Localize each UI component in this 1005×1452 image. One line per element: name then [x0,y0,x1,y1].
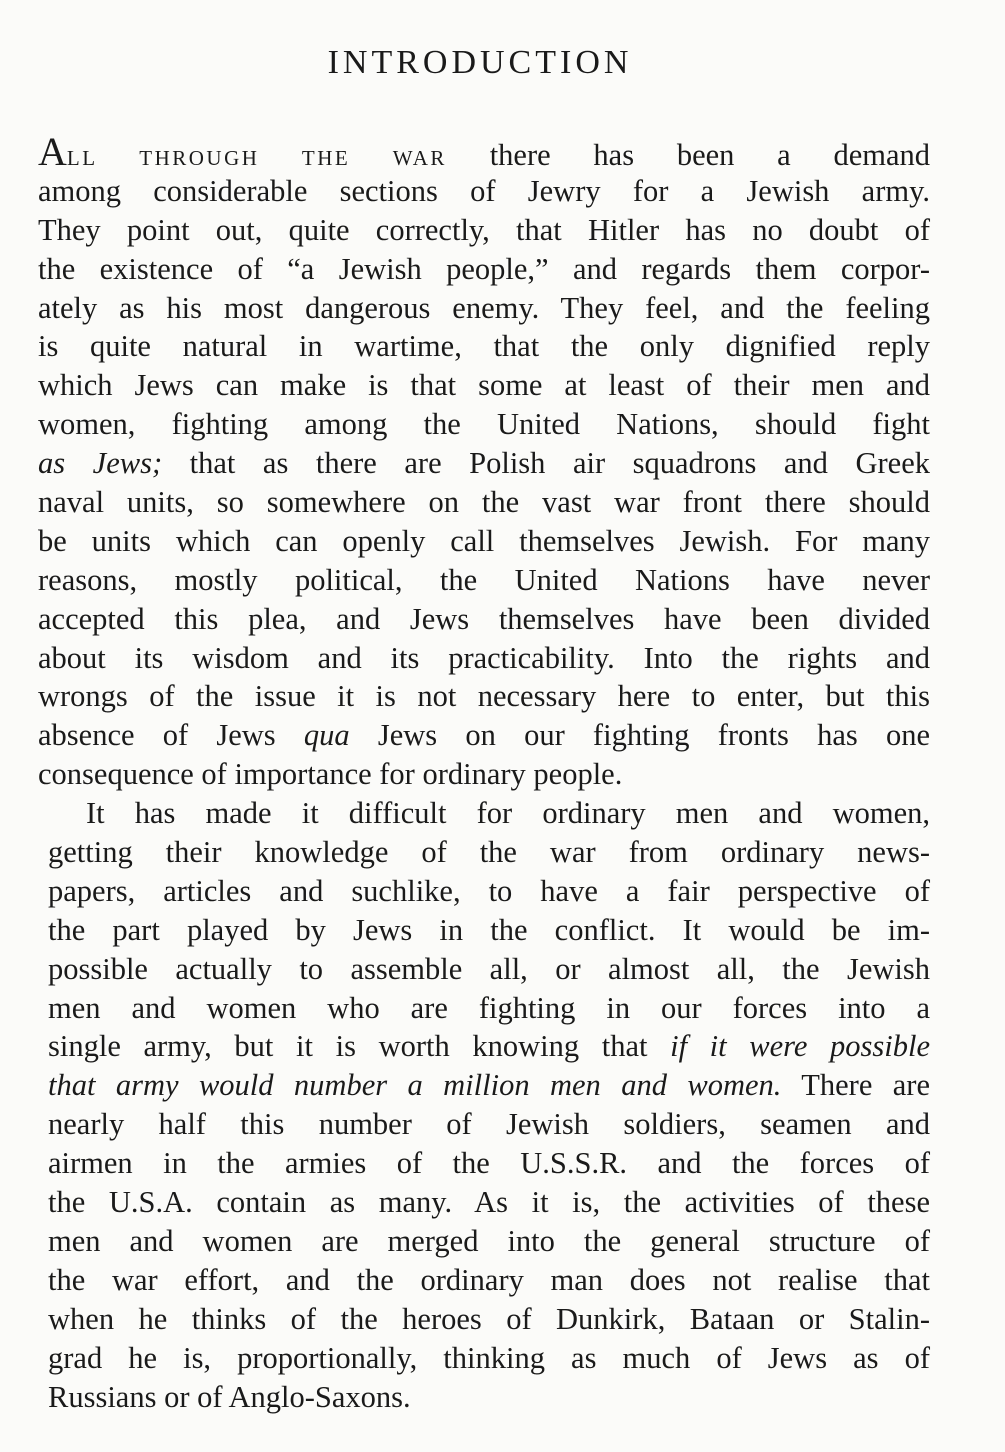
text-line: accepted this plea, and Jews themselves have been divided [38,601,930,636]
text-line: consequence of importance for ordinary people. [38,757,623,792]
text-line: grad he is, proportionally, thinking as much of Jews as of [48,1340,930,1375]
paragraph-2 [48,794,930,1416]
text-line: women, fighting among the United Nations, should fight [38,407,930,442]
italic-text: if it were possible [670,1029,930,1064]
text-line: the war effort, and the ordinary man does not realise that [48,1262,930,1297]
text-line: ately as his most dangerous enemy. They feel, and the feeling [38,290,930,325]
text-line: possible actually to assemble all, or almost all, the Jewish [48,951,930,986]
text-line: that army would number a million men and women. There are [48,1068,930,1103]
italic-text: that army would number a million men and women. [48,1068,782,1103]
italic-text: qua [303,718,350,753]
text-line: which Jews can make is that some at least of their men and [38,368,930,403]
text-line: getting their knowledge of the war from ordinary news- [48,835,930,870]
text-line: papers, articles and suchlike, to have a fair perspective of [48,873,930,908]
text-line: nearly half this number of Jewish soldiers, seamen and [48,1107,930,1142]
text-line: the part played by Jews in the conflict. It would be im- [48,912,930,947]
page-title: INTRODUCTION [327,44,633,81]
text-line: wrongs of the issue it is not necessary here to enter, but this [38,679,930,714]
text-line: the U.S.A. contain as many. As it is, the activities of these [48,1185,930,1220]
drop-cap: A [38,129,67,174]
text-line: when he thinks of the heroes of Dunkirk, Bataan or Stalin- [48,1301,930,1336]
text-line: naval units, so somewhere on the vast war front there should [38,485,930,520]
italic-text: as Jews; [38,446,163,481]
text-line: single army, but it is worth knowing that if it were possible [48,1029,930,1064]
text-line: the existence of “a Jewish people,” and regards them corpor- [38,251,930,286]
text-line: men and women who are fighting in our forces into a [48,990,930,1025]
text-line: reasons, mostly political, the United Nations have never [38,562,930,597]
text-line: men and women are merged into the general structure of [48,1223,930,1258]
text-line: ALL THROUGH THE WAR there has been a demand [38,129,930,174]
body-text [38,129,931,1416]
small-caps-opening: LL THROUGH THE WAR [66,146,447,170]
text-line: It has made it difficult for ordinary men and women, [86,796,930,831]
text-line: be units which can openly call themselves Jewish. For many [38,523,930,558]
text-line: among considerable sections of Jewry for a Jewish army. [38,173,930,208]
text-line: is quite natural in wartime, that the only dignified reply [38,329,930,364]
text-line: about its wisdom and its practicability. Into the rights and [38,640,930,675]
text-line: They point out, quite correctly, that Hitler has no doubt of [38,212,930,247]
text-line: airmen in the armies of the U.S.S.R. and the forces of [48,1146,930,1181]
text-line: as Jews; that as there are Polish air squadrons and Greek [38,446,930,481]
text-line: Russians or of Anglo-Saxons. [48,1379,411,1414]
text-line: absence of Jews qua Jews on our fighting fronts has one [38,718,931,753]
